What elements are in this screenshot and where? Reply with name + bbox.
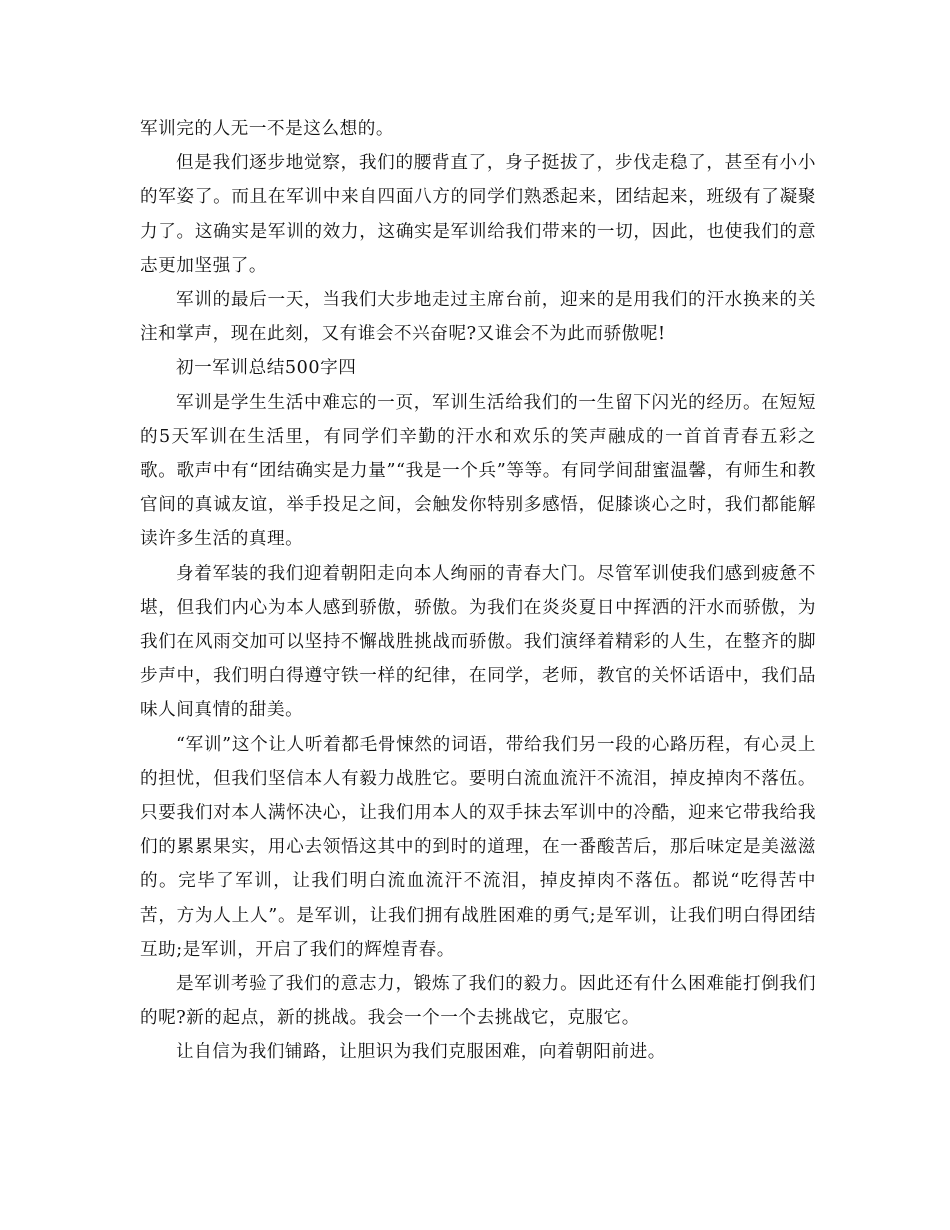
paragraph-5: 身着军装的我们迎着朝阳走向本人绚丽的青春大门。尽管军训使我们感到疲惫不堪，但我们内心为本人感到骄傲，骄傲。为我们在炎炎夏日中挥洒的汗水而骄傲，为我们在风雨交加可以坚持不懈战胜挑战而骄傲。我们演绎着精彩的人生，在整齐的脚步声中，我们明白得遵守铁一样的纪律，在同学，老师，教官的关怀话语中，我们品味人间真情的甜美。 [140,563,816,721]
paragraph-6: “军训”这个让人听着都毛骨悚然的词语，带给我们另一段的心路历程，有心灵上的担忧，但我们坚信本人有毅力战胜它。要明白流血流汗不流泪，掉皮掉肉不落伍。只要我们对本人满怀决心，让我们用本人的双手抹去军训中的冷酷，迎来它带我给我们的累累果实，用心去领悟这其中的到时的道理，在一番酸苦后，那后味定是美滋滋的。完毕了军训，让我们明白流血流汗不流泪，掉皮掉肉不落伍。都说“吃得苦中苦，方为人上人”。是军训，让我们拥有战胜困难的勇气;是军训，让我们明白得团结互助;是军训，开启了我们的辉煌青春。 [140,734,816,960]
paragraph-7: 是军训考验了我们的意志力，锻炼了我们的毅力。因此还有什么困难能打倒我们的呢?新的起点，新的挑战。我会一个一个去挑战它，克服它。 [140,974,816,1029]
paragraph-8: 让自信为我们铺路，让胆识为我们克服困难，向着朝阳前进。 [176,1042,666,1063]
paragraph-4: 军训是学生生活中难忘的一页，军训生活给我们的一生留下闪光的经历。在短短的5天军训在生活里，有同学们辛勤的汗水和欢乐的笑声融成的一首首青春五彩之歌。歌声中有“团结确实是力量”“我是一个兵”等等。有同学间甜蜜温馨，有师生和教官间的真诚友谊，举手投足之间，会触发你特别多感悟，促膝谈心之时，我们都能解读许多生活的真理。 [140,392,816,550]
document-body [140,112,816,1070]
section-heading: 初一军训总结500字四 [176,358,357,379]
paragraph-3: 军训的最后一天，当我们大步地走过主席台前，迎来的是用我们的汗水换来的关注和掌声，现在此刻，又有谁会不兴奋呢?又谁会不为此而骄傲呢! [140,290,816,345]
paragraph-1: 军训完的人无一不是这么想的。 [140,119,395,139]
paragraph-2: 但是我们逐步地觉察，我们的腰背直了，身子挺拔了，步伐走稳了，甚至有小小的军姿了。而且在军训中来自四面八方的同学们熟悉起来，团结起来，班级有了凝聚力了。这确实是军训的效力，这确实是军训给我们带来的一切，因此，也使我们的意志更加坚强了。 [140,153,816,276]
